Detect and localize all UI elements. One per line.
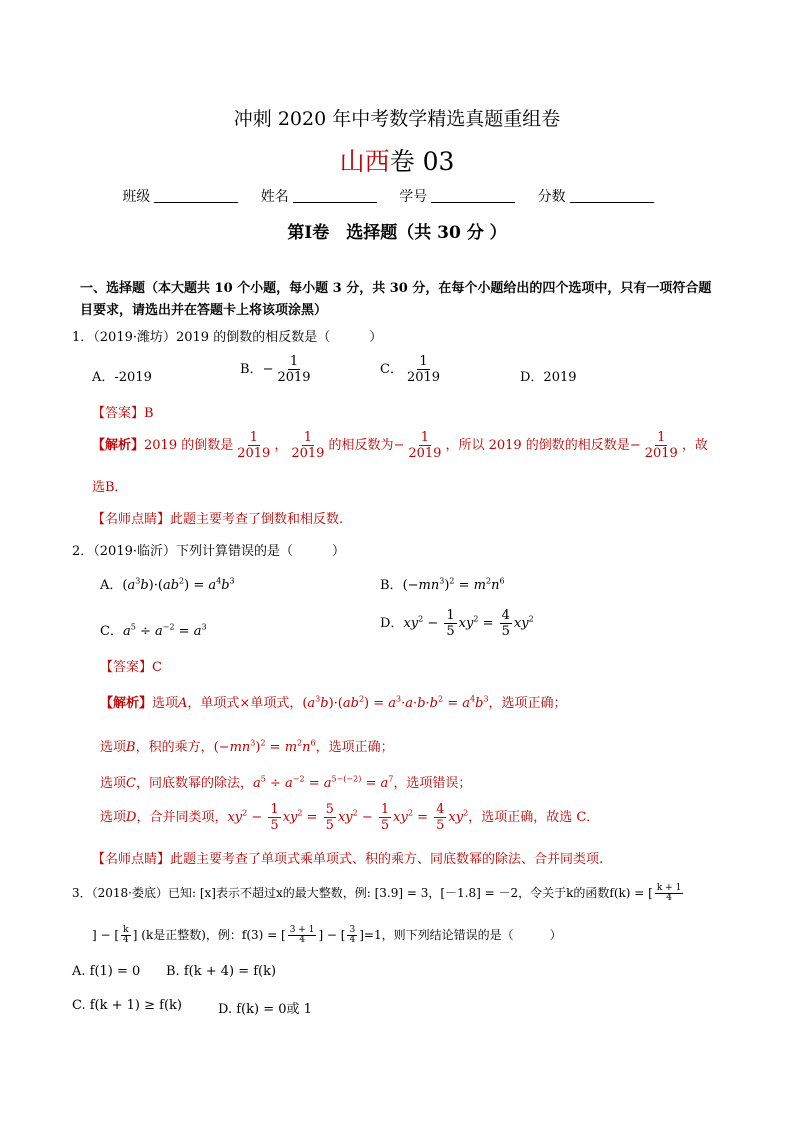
q2-analysis-c: 选项C，同底数幂的除法，$a^5 \div a^{-2} = a^{5-(-2)} = a^7$，选项错误； xyxy=(100,774,472,791)
q2-analysis-a: 【解析】选项A，单项式×单项式，$(a^3b)\cdot(ab^2) = a^3\cdot a\cdot b\cdot b^2 = a^4b^3$，选项正确； xyxy=(100,694,567,711)
q2-analysis-d: 选项D，合并同类项，$xy^2$ − $\frac{1}{5}$ $xy^2$ = $\frac{5}{5}$ $xy^2$ − $\frac{1}{5}$ $xy^2$ = $\frac{4}{5}$ $xy^2$，选项正确，故选 C． xyxy=(100,802,600,833)
q1-stem: 1．（2019·潍坊）2019 的倒数的相反数是（ ） xyxy=(72,330,383,345)
q1-option-d: D．2019 xyxy=(520,370,577,385)
name-label: 姓名 xyxy=(260,189,289,205)
name-blank[interactable] xyxy=(293,188,377,203)
q1-option-c: C． $\frac{1}{2019}$ xyxy=(380,354,441,385)
section-heading: 一、选择题（本大题共 10 个小题，每小题 3 分，共 30 分，在每个小题给出的四个选项中，只有一项符合题目要求，请选出并在答题卡上将该项涂黑） xyxy=(80,281,712,318)
q2-comment: 【名师点睛】此题主要考查了单项式乘单项式、积的乘方、同底数幂的除法、合并同类项. xyxy=(92,852,604,867)
q1-analysis-end: 选B． xyxy=(92,480,128,495)
id-blank[interactable] xyxy=(431,188,515,203)
q3-option-b: B. f(k + 4) = f(k) xyxy=(166,964,277,979)
paper-number: 卷 03 xyxy=(389,147,455,176)
q2-option-a: A．$(a^3b)\cdot(ab^2) = a^4b^3$ xyxy=(100,576,235,593)
score-label: 分数 xyxy=(537,189,566,205)
class-label: 班级 xyxy=(122,189,151,205)
q3-option-d: D. f(k) = 0或 1 xyxy=(218,1002,312,1017)
q1-answer: 【答案】B xyxy=(92,406,154,421)
volume-heading: 第Ⅰ卷 选择题（共 30 分 ） xyxy=(287,223,507,243)
student-info-fields xyxy=(0,186,794,206)
id-label: 学号 xyxy=(399,189,428,205)
q2-analysis-b: 选项B，积的乘方，$(-mn^3)^2 = m^2n^6$，选项正确； xyxy=(100,738,394,755)
q1-option-a: A．-2019 xyxy=(92,370,152,385)
q3-option-a: A. f(1) = 0 xyxy=(72,964,141,979)
page-title: 冲刺 2020 年中考数学精选真题重组卷 xyxy=(233,108,561,130)
q2-option-c: C．$a^5 \div a^{-2} = a^3$ xyxy=(100,622,207,639)
q2-answer: 【答案】C xyxy=(100,660,162,675)
q3-stem-line2: ] − [ $\frac{k}{4}$ ] (k是正整数)，例：f(3) = [ $\frac{3 + 1}{4}$ ] − [ $\frac{3}{4}$ ]=1，则下列结论错误的是（ ） xyxy=(92,925,562,945)
paper-subtitle xyxy=(0,142,794,178)
q3-option-c: C. f(k + 1) ≥ f(k) xyxy=(72,998,182,1013)
q1-analysis: 【解析】2019 的倒数是 $\frac{1}{2019}$ ， $\frac{1}{2019}$ 的相反数为− $\frac{1}{2019}$ ，所以 2019 的倒数的相反数是− $\frac{1}{2019}$ ，故 xyxy=(92,430,708,461)
q2-option-d: D．$xy^2$ − $\frac{1}{5}$ $xy^2$ = $\frac{4}{5}$ $xy^2$ xyxy=(380,608,534,639)
q2-option-b: B．$(-mn^3)^2 = m^2n^6$ xyxy=(380,576,505,593)
q3-stem-line1: 3．（2018·娄底）已知: [x]表示不超过x的最大整数，例: [3.9] = 3，[－1.8] = －2，令关于k的函数f(k) = [ $\frac{k + 1}{4}$ xyxy=(72,883,682,903)
score-blank[interactable] xyxy=(570,188,654,203)
q2-stem: 2．（2019·临沂）下列计算错误的是（ ） xyxy=(72,544,345,559)
class-blank[interactable] xyxy=(154,188,238,203)
province-name: 山西 xyxy=(339,147,390,176)
q1-option-b: B．− $\frac{1}{2019}$ xyxy=(240,354,311,385)
q1-comment: 【名师点睛】此题主要考查了倒数和相反数. xyxy=(92,512,344,527)
